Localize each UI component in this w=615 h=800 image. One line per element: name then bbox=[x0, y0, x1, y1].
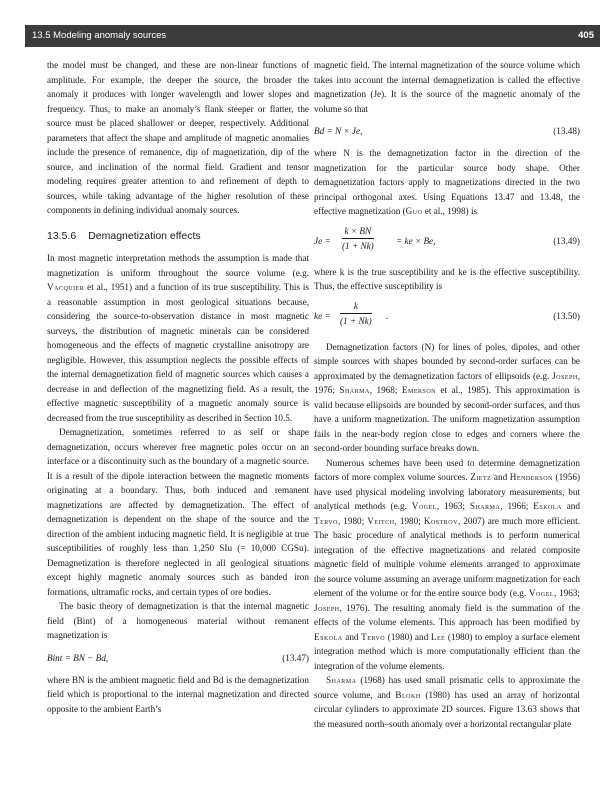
fraction: k (1 + Nk) bbox=[340, 300, 372, 326]
paragraph: where k is the true susceptibility and ke is the effective susceptibility. Thus, the effective susceptibility is bbox=[314, 266, 580, 291]
paragraph: Sharma (1968) has used small prismatic cells to approximate the source volume, and Blokh (1980) has used an array of horizontal circular cylinders to approximate 2D sources. Figure 13.63 shows that the measured north–south anomaly over a horizontal rectangular plate bbox=[314, 675, 580, 729]
equation-13-47: Bint = BN − Bd, (13.47) bbox=[47, 648, 309, 668]
section-heading-title: Demagnetization effects bbox=[88, 229, 201, 242]
running-header bbox=[25, 25, 600, 47]
citation: Vacquier bbox=[47, 282, 85, 292]
equation-13-50: ke = k (1 + Nk) . (13.50) bbox=[314, 299, 580, 335]
paragraph: The basic theory of demagnetization is that the internal magnetic field (Bint) of a homogeneous material without remanent magnetization is bbox=[47, 601, 309, 640]
section-number: 13.5.6 bbox=[47, 229, 77, 242]
paragraph: magnetic field. The internal magnetization of the source volume which takes into account the internal demagnetization is called the effective magnetization (Je). It is the source of the magnetic anomaly of the volume so that bbox=[314, 60, 580, 114]
paragraph: In most magnetic interpretation methods the assumption is made that magnetization is uniform throughout the source volume (e.g. Vacquier et al., 1951) and a function of its true susceptibility. This is a reasonable assumption in most geological situations because, considering the source-to-observation distance in most magnetic surveys, the distribution of magnetic minerals can be considered homogeneous and the effects of magnetic crystalline anisotropy are negligible. However, this assumption neglects the possible effects of the internal demagnetization field of magnetic sources which causes a decrease in and deflection of the magnetizing field. As a result, the effective magnetic susceptibility of a magnetic anomaly source is decreased from the true susceptibility as described in Section 10.5. bbox=[47, 253, 309, 423]
paragraph: Demagnetization, sometimes referred to as self or shape demagnetization, occurs wherever free magnetic poles occur on an interface or a discontinuity such as the boundary of a magnetic source. It is a result of the dipole interaction between the magnetic moments originating at a boundary. Thus, both induced and remanent magnetizations are affected by demagnetization. The effect of demagnetization is dependent on the shape of the source and the direction of the ambient inducing magnetic field. It is negligible at true susceptibilities of roughly less than 1,250 SIu (= 10,000 CGSu). Demagnetization is therefore neglected in all geological situations except highly magnetic anomaly sources such as banded iron formations, ultramafic rocks, and certain types of ore bodies. bbox=[47, 427, 309, 597]
equation-13-48: Bd = N × Je, (13.48) bbox=[314, 121, 580, 141]
paragraph: where BN is the ambient magnetic field and Bd is the demagnetization field which is proportional to the internal magnetization and directed opposite to the ambient Earth’s bbox=[47, 674, 309, 714]
paragraph: the model must be changed, and these are non-linear functions of amplitude. For example, the deeper the source, the broader the anomaly it produces with longer wavelength and lower slopes and frequency. Thus, to make an anomaly’s flank steeper or flatter, the source must be placed shallower or deeper, respectively. Additional parameters that affect the shape and amplitude of magnetic anomalies include the presence of remanence, dip of magnetization, dip of the source, and inclination of the normal field. Gradient and tensor modeling requires greater attention to and refinement of depth to sources, while taking advantage of the higher resolution of these components in defining individual anomaly sources. bbox=[47, 60, 309, 215]
equation-number: (13.50) bbox=[553, 310, 580, 321]
fraction: k × BN (1 + Nk) bbox=[342, 225, 374, 251]
paragraph: where N is the demagnetization factor in the direction of the magnetization for the particular source body shape. Other demagnetization factors apply to magnetizations directed in the two principal orthogonal axes. Using Equations 13.47 and 13.48, the effective magnetization (Guo et al., 1998) is bbox=[314, 148, 580, 216]
left-column bbox=[47, 58, 309, 716]
equation-number: (13.47) bbox=[282, 652, 309, 663]
paragraph: Numerous schemes have been used to determine demagnetization factors of more complex volume sources. Zietz and Henderson (1956) have used physical modeling involving laboratory measurements, but analytical methods (e.g. Vogel, 1963; Sharma, 1966; Eskola and Tervo, 1980; Veitch, 1980; Kostrov, 2007) are much more efficient. The basic procedure of analytical methods is to perform numerical integration of the effective magnetizations and related composite magnetic field of multiple volume elements arranged to approximate the source volume assuming an average uniform magnetization for each element of the volume or for the entire source body (e.g. Vogel, 1963; Joseph, 1976). The resulting anomaly field is the summation of the effects of the volume elements. This approach has been modified by Eskola and Tervo (1980) and Lee (1980) to employ a surface element integration method which is more computationally efficient than the integration of the volume elements. bbox=[314, 457, 581, 671]
citation: Guo bbox=[405, 206, 423, 216]
right-column bbox=[314, 58, 580, 731]
paragraph: Demagnetization factors (N) for lines of poles, dipoles, and other simple sources with shapes bounded by second-order surfaces can be approximated by the demagnetization factors of ellipsoids (e.g. Joseph, 1976; Sharma, 1968; Emerson et al., 1985). This approximation is valid because ellipsoids are bounded by second-order surfaces, and thus have a uniform magnetization. The uniform magnetization assumption fails in the near-body region close to edges and corners where the second-order bounding surface breaks down. bbox=[314, 341, 580, 453]
equation-number: (13.49) bbox=[553, 235, 580, 246]
page-number: 405 bbox=[578, 30, 594, 41]
equation-number: (13.48) bbox=[553, 126, 580, 136]
section-title-header: 13.5 Modeling anomaly sources bbox=[32, 30, 167, 41]
equation-13-49: Je = k × BN (1 + Nk) = ke × Be, (13.49) bbox=[314, 224, 580, 260]
section-heading bbox=[47, 229, 309, 244]
